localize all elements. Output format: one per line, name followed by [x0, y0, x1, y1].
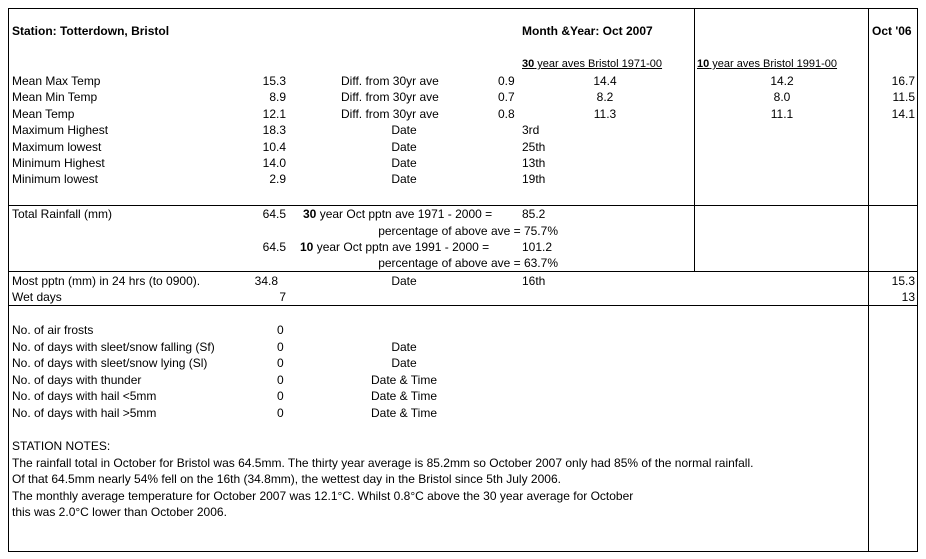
temp-diff: 0.8 [498, 107, 515, 121]
extreme-date: 19th [522, 172, 546, 186]
rain-ave30-text [303, 207, 492, 221]
border-top [8, 8, 918, 9]
rain-ave10-desc: year Oct pptn ave 1991 - 2000 = [313, 240, 490, 254]
rain-pct1: percentage of above ave = 75.7% [378, 224, 558, 238]
pptn-label: Most pptn (mm) in 24 hrs (to 0900). [12, 274, 201, 288]
divider-ave10 [694, 8, 695, 271]
ave30-header-num: 30 [522, 58, 535, 70]
pptn-date-label: Date [391, 274, 417, 288]
count-label: No. of days with thunder [12, 373, 142, 387]
temp-prev: 14.1 [891, 107, 915, 121]
count-date-label: Date & Time [370, 373, 438, 387]
rain-ave30-desc: year Oct pptn ave 1971 - 2000 = [316, 207, 493, 221]
rain-ave10-value: 101.2 [522, 240, 553, 254]
pptn-value: 34.8 [254, 274, 278, 288]
temp-value: 15.3 [262, 74, 286, 88]
rain-value-2: 64.5 [262, 240, 286, 254]
extreme-date-label: Date [391, 156, 417, 170]
temp-value: 12.1 [262, 107, 286, 121]
temp-ave30: 8.2 [596, 90, 614, 104]
temp-ave30: 11.3 [593, 107, 617, 121]
notes-line: The rainfall total in October for Bristol was 64.5mm. The thirty year average is 85.2mm so October 2007 only had 85% of the normal rainfall. [12, 456, 754, 470]
count-value: 0 [277, 356, 284, 370]
temp-ave30: 14.4 [593, 74, 617, 88]
count-value: 0 [277, 340, 284, 354]
temp-ave10: 11.1 [770, 107, 794, 121]
extreme-date-label: Date [391, 172, 417, 186]
temp-diff: 0.7 [498, 90, 515, 104]
count-value: 0 [277, 373, 284, 387]
extreme-value: 14.0 [262, 156, 286, 170]
divider-rain-bottom [8, 271, 918, 272]
count-label: No. of days with sleet/snow lying (Sl) [12, 356, 208, 370]
notes-line: The monthly average temperature for October 2007 was 12.1°C. Whilst 0.8°C above the 30 year average for October [12, 489, 634, 503]
temp-diff-label: Diff. from 30yr ave [341, 90, 439, 104]
rain-pct2: percentage of above ave = 63.7% [378, 256, 558, 270]
temp-ave10: 14.2 [770, 74, 794, 88]
temp-label: Mean Temp [12, 107, 75, 121]
count-value: 0 [277, 323, 284, 337]
ave30-header [522, 57, 662, 71]
ave10-header-num: 10 [697, 58, 710, 70]
temp-prev: 16.7 [891, 74, 915, 88]
notes-title: STATION NOTES: [12, 439, 111, 453]
extreme-value: 2.9 [269, 172, 286, 186]
count-date-label: Date & Time [370, 406, 438, 420]
ave30-header-text: year aves Bristol 1971-00 [534, 58, 663, 70]
border-right [917, 8, 918, 552]
extreme-value: 10.4 [262, 140, 286, 154]
extreme-date-label: Date [391, 140, 417, 154]
extreme-label: Minimum lowest [12, 172, 99, 186]
temp-label: Mean Min Temp [12, 90, 98, 104]
temp-label: Mean Max Temp [12, 74, 101, 88]
extreme-label: Maximum lowest [12, 140, 102, 154]
temp-prev: 11.5 [892, 90, 915, 104]
month-year-title: Month &Year: Oct 2007 [522, 24, 653, 38]
temp-ave10: 8.0 [773, 90, 791, 104]
count-label: No. of air frosts [12, 323, 94, 337]
count-label: No. of days with sleet/snow falling (Sf) [12, 340, 215, 354]
pptn-prev: 15.3 [891, 274, 915, 288]
extreme-label: Minimum Highest [12, 156, 105, 170]
rain-ave10-text [300, 240, 489, 254]
station-title: Station: Totterdown, Bristol [12, 24, 170, 38]
rain-ave30-value: 85.2 [522, 207, 546, 221]
ave10-header [697, 57, 837, 71]
notes-line: this was 2.0°C lower than October 2006. [12, 505, 227, 519]
temp-value: 8.9 [269, 90, 286, 104]
prev-year-title: Oct '06 [872, 24, 912, 38]
border-left [8, 8, 9, 552]
count-label: No. of days with hail >5mm [12, 406, 157, 420]
extreme-label: Maximum Highest [12, 123, 109, 137]
count-label: No. of days with hail <5mm [12, 389, 157, 403]
count-date-label: Date [391, 340, 417, 354]
extreme-value: 18.3 [262, 123, 286, 137]
pptn-date: 16th [522, 274, 546, 288]
extreme-date: 25th [522, 140, 546, 154]
divider-pptn-bottom [8, 305, 918, 306]
divider-rain-top [8, 205, 918, 206]
count-value: 0 [277, 389, 284, 403]
extreme-date: 13th [522, 156, 546, 170]
rain-ave10-num: 10 [300, 240, 314, 254]
rain-value: 64.5 [262, 207, 286, 221]
temp-diff-label: Diff. from 30yr ave [341, 74, 439, 88]
temp-diff: 0.9 [498, 74, 515, 88]
count-date-label: Date [391, 356, 417, 370]
count-value: 0 [277, 406, 284, 420]
extreme-date-label: Date [391, 123, 417, 137]
wet-days-value: 7 [279, 290, 286, 304]
count-date-label: Date & Time [370, 389, 438, 403]
border-bottom [8, 551, 918, 552]
extreme-date: 3rd [522, 123, 540, 137]
rain-ave30-num: 30 [303, 207, 317, 221]
ave10-header-text: year aves Bristol 1991-00 [709, 58, 838, 70]
wet-days-prev: 13 [901, 290, 915, 304]
notes-line: Of that 64.5mm nearly 54% fell on the 16th (34.8mm), the wettest day in the Bristol since 5th July 2006. [12, 472, 561, 486]
rain-label: Total Rainfall (mm) [12, 207, 113, 221]
wet-days-label: Wet days [12, 290, 62, 304]
temp-diff-label: Diff. from 30yr ave [341, 107, 439, 121]
